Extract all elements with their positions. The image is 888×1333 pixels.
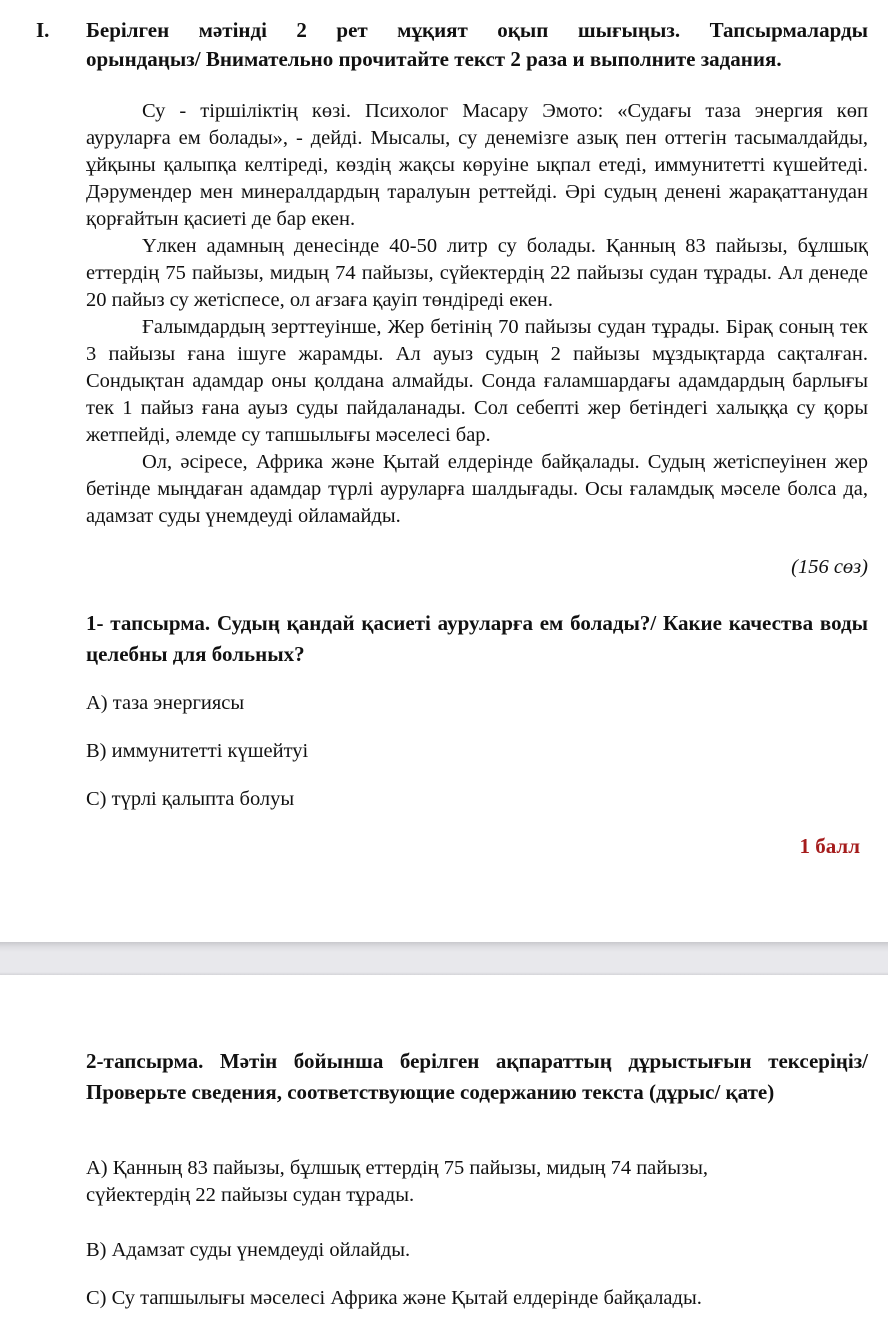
task1-points: 1 балл (799, 834, 860, 858)
task1-option-a: А) таза энергиясы (86, 692, 245, 714)
task1-title: 1- тапсырма. Судың қандай қасиеті ауруларға ем болады?/ Какие качества воды целебны для больных? (86, 611, 868, 666)
text-paragraph: Ғалымдардың зерттеуінше, Жер бетінің 70 пайызы судан тұрады. Бірақ соның тек 3 пайызы ғана ішуге жарамды. Ал ауыз судың 2 пайызы мұздықтарда сақталған. Сондықтан адамдар оны қолдана алмайды. Сонда ғаламшардағы адамдардың барлығы тек 1 пайыз ғана ауыз суды пайдаланады. Сол себепті жер бетіндегі халыққа су қоры жетпейді, әлемде су тапшылығы мәселесі бар. (86, 316, 868, 446)
task2-option-c: С) Су тапшылығы мәселесі Африка және Қытай елдерінде байқалады. (86, 1287, 702, 1309)
section-number: I. (36, 18, 50, 42)
task2-option-a: А) Қанның 83 пайызы, бұлшық еттердің 75 пайызы, мидың 74 пайызы, сүйектердің 22 пайызы судан тұрады. (86, 1157, 709, 1206)
section-title-line1: Берілген мәтінді 2 рет мұқият оқып шығыңыз. Тапсырмаларды (86, 18, 868, 42)
word-count: (156 сөз) (791, 556, 868, 578)
task2-title: 2-тапсырма. Мәтін бойынша берілген ақпараттың дұрыстығын тексеріңіз/ Проверьте сведения, соответствующие содержанию текста (дұрыс/ қате) (86, 1049, 868, 1104)
text-paragraph: Ол, әсіресе, Африка және Қытай елдерінде байқалады. Судың жетіспеуінен жер бетінде мыңдаған адамдар түрлі ауруларға шалдығады. Осы ғаламдық мәселе болса да, адамзат суды үнемдеуді ойламайды. (86, 451, 868, 527)
section-title-line2: орындаңыз/ Внимательно прочитайте текст 2 раза и выполните задания. (86, 47, 782, 71)
page-separator (0, 942, 888, 975)
page-2 (0, 975, 888, 1333)
task1-option-b: В) иммунитетті күшейтуі (86, 740, 309, 762)
task1-option-c: С) түрлі қалыпта болуы (86, 788, 295, 810)
text-paragraph: Үлкен адамның денесінде 40-50 литр су болады. Қанның 83 пайызы, бұлшық еттердің 75 пайызы, мидың 74 пайызы, сүйектердің 22 пайызы судан тұрады. Ал денеде 20 пайыз су жетіспесе, ол ағзаға қауіп төндіреді екен. (86, 235, 868, 311)
section-heading (36, 16, 868, 74)
reading-text (86, 98, 868, 530)
task2-option-b: В) Адамзат суды үнемдеуді ойлайды. (86, 1239, 411, 1261)
text-paragraph: Су - тіршіліктің көзі. Психолог Масару Эмото: «Судағы таза энергия көп ауруларға ем болады», - дейді. Мысалы, су денемізге азық пен оттегін тасымалдайды, ұйқыны қалыпқа келтіреді, көздің жақсы көруіне ықпал етеді, иммунитетті күшейтеді. Дәрумендер мен минералдардың таралуын реттейді. Әрі судың денені жарақаттанудан қорғайтын қасиеті де бар екен. (86, 100, 868, 230)
